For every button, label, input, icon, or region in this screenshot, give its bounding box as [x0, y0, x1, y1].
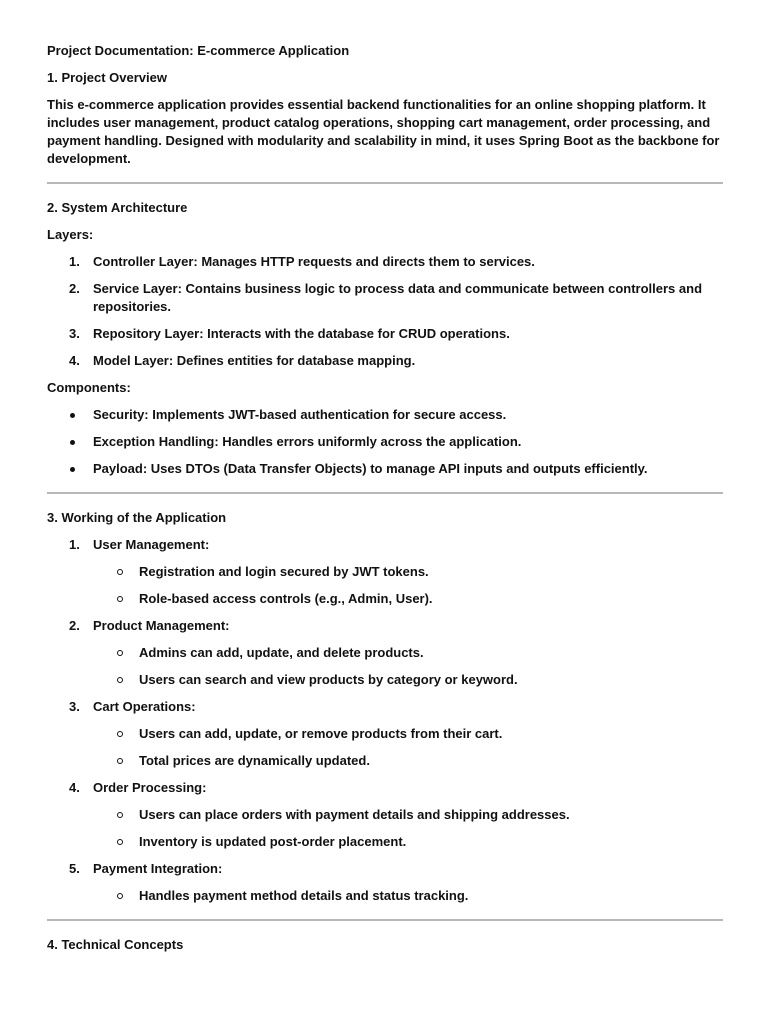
hollow-bullet-icon: [117, 569, 123, 575]
list-number: 2.: [69, 618, 80, 633]
overview-paragraph: This e-commerce application provides essential backend functionalities for an online shopping platform. It includes user management, product catalog operations, shopping cart management, order processing, and payment handling. Designed with modularity and scalability in mind, it uses Spring Boot as the backbone for development.: [47, 97, 720, 166]
list-item: [47, 860, 723, 905]
list-item: [47, 433, 723, 451]
list-item: [47, 352, 723, 370]
list-item-text: Controller Layer: Manages HTTP requests and directs them to services.: [93, 254, 535, 269]
bullet-icon: [70, 467, 75, 472]
list-number: 2.: [69, 281, 80, 296]
list-number: 4.: [69, 780, 80, 795]
sub-list-item: [47, 725, 723, 743]
hollow-bullet-icon: [117, 812, 123, 818]
document-title: Project Documentation: E-commerce Application: [47, 43, 350, 58]
list-item-text: Product Management:: [93, 618, 230, 633]
list-item: [47, 325, 723, 343]
components-label: Components:: [47, 380, 131, 395]
list-item-text: Security: Implements JWT-based authentication for secure access.: [93, 407, 507, 422]
list-item: [47, 698, 723, 770]
section-heading-overview: 1. Project Overview: [47, 70, 167, 85]
list-item: [47, 406, 723, 424]
section-divider: [47, 492, 723, 494]
sub-list-item: [47, 887, 723, 905]
list-item-text: Exception Handling: Handles errors uniformly across the application.: [93, 434, 522, 449]
sub-list-item-text: Handles payment method details and status tracking.: [139, 888, 469, 903]
list-item-text: Payment Integration:: [93, 861, 223, 876]
working-list: [47, 536, 723, 905]
list-number: 3.: [69, 699, 80, 714]
sub-list-item: [47, 590, 723, 608]
list-item-text: Payload: Uses DTOs (Data Transfer Objects) to manage API inputs and outputs efficiently.: [93, 461, 648, 476]
list-item-text: User Management:: [93, 537, 210, 552]
sub-list-item-text: Role-based access controls (e.g., Admin, User).: [139, 591, 433, 606]
layers-label: Layers:: [47, 227, 94, 242]
list-item-text: Service Layer: Contains business logic to process data and communicate between controllers and repositories.: [93, 281, 703, 314]
list-item-text: Order Processing:: [93, 780, 207, 795]
hollow-bullet-icon: [117, 893, 123, 899]
bullet-icon: [70, 440, 75, 445]
list-item: [47, 536, 723, 608]
sub-list-item-text: Inventory is updated post-order placement.: [139, 834, 407, 849]
hollow-bullet-icon: [117, 650, 123, 656]
hollow-bullet-icon: [117, 839, 123, 845]
section-heading-working: 3. Working of the Application: [47, 510, 227, 525]
list-number: 4.: [69, 353, 80, 368]
sub-list-item-text: Users can place orders with payment details and shipping addresses.: [139, 807, 570, 822]
list-item: [47, 280, 723, 316]
sub-list-item: [47, 671, 723, 689]
list-item: [47, 779, 723, 851]
list-number: 1.: [69, 537, 80, 552]
list-item-text: Cart Operations:: [93, 699, 196, 714]
sub-list-item-text: Users can add, update, or remove products from their cart.: [139, 726, 503, 741]
sub-list-item-text: Total prices are dynamically updated.: [139, 753, 370, 768]
section-heading-architecture: 2. System Architecture: [47, 200, 188, 215]
sub-list-item: [47, 563, 723, 581]
list-item-text: Repository Layer: Interacts with the database for CRUD operations.: [93, 326, 510, 341]
list-item: [47, 460, 723, 478]
sub-list-item: [47, 833, 723, 851]
list-number: 5.: [69, 861, 80, 876]
bullet-icon: [70, 413, 75, 418]
list-number: 1.: [69, 254, 80, 269]
sub-list-item: [47, 806, 723, 824]
sub-list-item-text: Users can search and view products by category or keyword.: [139, 672, 518, 687]
components-list: [47, 406, 723, 478]
list-item: [47, 617, 723, 689]
document-page: [47, 42, 723, 963]
hollow-bullet-icon: [117, 596, 123, 602]
list-number: 3.: [69, 326, 80, 341]
sub-list-item: [47, 644, 723, 662]
section-divider: [47, 919, 723, 921]
hollow-bullet-icon: [117, 731, 123, 737]
section-heading-technical: 4. Technical Concepts: [47, 937, 184, 952]
section-divider: [47, 182, 723, 184]
list-item-text: Model Layer: Defines entities for database mapping.: [93, 353, 416, 368]
sub-list-item-text: Registration and login secured by JWT tokens.: [139, 564, 429, 579]
hollow-bullet-icon: [117, 758, 123, 764]
list-item: [47, 253, 723, 271]
sub-list-item: [47, 752, 723, 770]
layers-list: [47, 253, 723, 370]
sub-list-item-text: Admins can add, update, and delete products.: [139, 645, 424, 660]
hollow-bullet-icon: [117, 677, 123, 683]
